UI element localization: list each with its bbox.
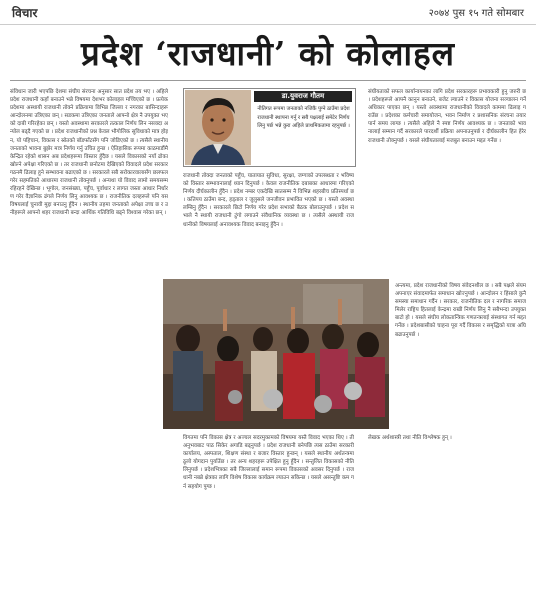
- article-text: राजधानी तोक्दा जनताको पहुँच, यातायात सुविधा, सुरक्षा, जग्गाको उपलब्धता र भविष्यको विस्तार सम्भावनालाई ध्यान दिनुपर्छ । केवल राजनीतिक दबाबका आधारमा गरिएको निर्णय दीर्घकालीन हुँदैन । प्रदेश नम्बर एकदेखि सातसम्म नै विभिन्न शहरबीच प्रतिस्पर्धा छ । कतिपय ठाउँमा बन्द, हड्ताल र जुलुसले जनजीवन प्रभावित भएको छ । यस्तो अवस्था लम्बिनु हुँदैन । सरकारले छिटो निर्णय गरेर प्रदेश सभाको बैठक बोलाउनुपर्छ । प्रदेश सभाले नै स्थायी राजधानी टुंगो लगाउने संवैधानिक व्यवस्था छ । त्यसैले अस्थायी राजधानीको विषयलाई अनावश्यक विवाद बनाइनु हुँदैन ।: [183, 173, 354, 228]
- article-text: संघीयताको सफल कार्यान्वयनका लागि प्रदेश सरकारहरू प्रभावकारी हुनु जरुरी छ । प्रदेशहरूले आफ्नै कानुन बनाउने, बजेट ल्याउने र विकास योजना सञ्चालन गर्ने अधिकार पाएका छन् । यस्तो अवस्थामा राजधानीको विवादले काममा ढिलाइ गराउँछ । प्रदेशका कर्मचारी समायोजन, भवन निर्माण र प्रशासनिक संरचना तयार पार्न समय लाग्छ । त्यसैले अहिले नै स्पष्ट निर्णय आवश्यक छ । जनताको भावनालाई सम्मान गर्दै सरकारले पारदर्शी प्रक्रिया अपनाउनुपर्छ र दीर्घकालीन हित हेरेर राजधानी तोक्नुपर्छ । यसले संघीयतालाई मजबुत बनाउन मद्दत गर्नेछ ।: [368, 89, 526, 144]
- protest-crowd-image: [163, 279, 389, 429]
- headline-rule: [10, 80, 526, 81]
- issue-date: २०७४ पुस १५ गते सोमबार: [428, 8, 524, 19]
- author-box: [183, 88, 356, 167]
- article-text: अन्त्यमा, प्रदेश राजधानीको विषय संवेदनशील छ । सबै पक्षले संयम अपनाएर संवादमार्फत समाधान खोज्नुपर्छ । आन्दोलन र हिंसाले कुनै समस्या समाधान गर्दैन । सरकार, राजनीतिक दल र नागरिक समाज मिलेर राष्ट्रिय हितलाई केन्द्रमा राखी निर्णय लिनु नै सबैभन्दा उपयुक्त बाटो हो । यसले संघीय लोकतान्त्रिक गणतन्त्रलाई संस्थागत गर्न मद्दत गर्नेछ । प्रदेशबासीको चाहना पूरा गर्दै विकास र समृद्धिको यात्रा अघि बढाउनुपर्छ ।: [395, 283, 526, 338]
- pull-quote: नीतिगत रूपमा जनताको नजिकै पुग्ने ठाउँमा प्रदेश राजधानी स्थापना गर्नु र सबै पक्षलाई समेटेर निर्णय लिनु पर्छ भन्ने कुरा अहिले प्राथमिकतामा रहनुपर्छ ।: [257, 106, 350, 129]
- article-text: संविधान जारी भएपछि देशमा संघीय संरचना अनुसार सात प्रदेश तय भए । अहिले प्रदेश राजधानी कहाँ बनाउने भन्ने विषयमा देशभर कोलाहल मच्चिएको छ । प्रत्येक प्रदेशमा अस्थायी राजधानी तोक्ने प्रक्रियामा विभिन्न जिल्ला र नगरका बासिन्दाहरू आन्दोलनमा उत्रिएका छन् । सडकमा उत्रिएका जनताले आफ्नो क्षेत्र नै उपयुक्त भएको दाबी गरिरहेका छन् । यस्तो अवस्थामा सरकारले तत्काल निर्णय लिन नसक्दा अन्योल बढ्दै गएको छ । प्रदेश राजधानीको प्रश्न केवल भौगोलिक सुविधाको मात्र होइन, यो पहिचान, विकास र स्रोतको बाँडफाँटसँग पनि जोडिएको छ । त्यसैले स्थानीय जनताको भावना बुझेर मात्र निर्णय गर्नु उचित हुन्छ । ऐतिहासिक रूपमा काठमाडौंमै केन्द्रित रहेको शासन अब प्रदेशहरूमा विस्तार हुँदैछ । यसले विकासको नयाँ ढोका खोल्ने अपेक्षा गरिएको छ । तर राजधानी छनोटमा देखिएको विवादले प्रदेश सरकार गठनमै ढिलाइ हुने सम्भावना बढाएको छ । सरकारले सबै सरोकारवालासँग छलफल गरेर सहमतिको आधारमा राजधानी तोक्नुपर्छ । अन्यथा यो विवाद लामो समयसम्म रहिरहने देखिन्छ । भूगोल, जनसंख्या, पहुँच, पूर्वाधार र लागत जस्ता आधार निर्धारण गरेर वैज्ञानिक ढंगले निर्णय लिनु आवश्यक छ । राजनीतिक दलहरूले पनि यस विषयलाई चुनावी मुद्दा बनाउनु हुँदैन । स्थानीय तहमा जनताको अपेक्षा उच्च छ र उनीहरूले आफ्नो शहर राजधानी बन्दा आर्थिक गतिविधि बढ्ने विश्वास गरेका छन् ।: [10, 89, 168, 217]
- article-column-1: [10, 88, 168, 585]
- article-text: विगतमा पनि विकास क्षेत्र र अञ्चल सदरमुकामको विषयमा यस्तै विवाद भएका थिए । ती अनुभवबाट पाठ सिकेर अगाडि बढ्नुपर्छ । प्रदेश राजधानी बनेपछि त्यस ठाउँमा सरकारी कार्यालय, अस्पताल, शिक्षण संस्था र बजार विस्तार हुन्छन् । यसले स्थानीय अर्थतन्त्रमा ठूलो योगदान पुर्याउँछ । तर अन्य शहरहरू उपेक्षित हुनु हुँदैन । सन्तुलित विकासको नीति लिनुपर्छ । प्रदेशभित्रका सबै जिल्लालाई समान रूपमा विकासको अवसर दिनुपर्छ । राजधानी नबन्ने क्षेत्रका लागि विशेष विकास कार्यक्रम ल्याउन सकिन्छ । यसले असन्तुष्टि कम गर्न सहयोग पुग्छ ।: [183, 435, 354, 490]
- protest-photo: [163, 279, 389, 429]
- article-column-3-bottom: [368, 434, 526, 585]
- section-label: विचार: [12, 6, 38, 20]
- author-portrait-image: [185, 90, 251, 165]
- article-column-3-top: [368, 88, 526, 276]
- page-header: [0, 0, 536, 25]
- author-photo: [185, 90, 251, 165]
- article-column-2-bottom: [183, 434, 354, 585]
- headline: प्रदेश ‘राजधानी’ को कोलाहल: [80, 34, 456, 73]
- article-text: लेखक अर्थशास्त्री तथा नीति विश्लेषक हुन् ।: [368, 435, 452, 441]
- article-column-2-top: [183, 172, 354, 275]
- article-column-3-middle: [395, 282, 526, 434]
- author-name: डा.युवराज गौतम: [254, 91, 352, 102]
